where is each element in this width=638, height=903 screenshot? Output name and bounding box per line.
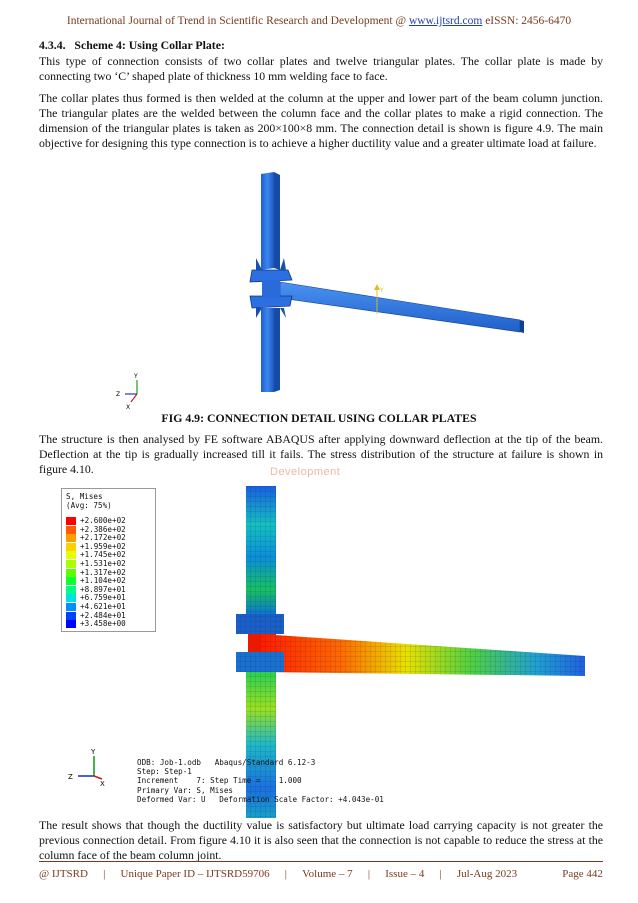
lower-column <box>261 308 274 392</box>
footer-paper-id: Unique Paper ID – IJTSRD59706 <box>120 868 270 880</box>
legend-swatch <box>66 620 76 628</box>
legend-value: +3.458e+00 <box>80 619 126 629</box>
paragraph-4: The result shows that though the ductility value is satisfactory but ultimate load carrying capacity is not greater the previous connection detail. From figure 4.10 it is also seen that the connection is not capable to reduce the stress at the column face of the beam column joint. <box>39 818 603 862</box>
triad-x: X <box>126 404 131 410</box>
legend-swatch <box>66 612 76 620</box>
odb-line: ODB: Job-1.odb Abaqus/Standard 6.12-3 <box>137 758 316 767</box>
footer-volume: Volume – 7 <box>302 868 353 880</box>
section-number: 4.3.4. <box>39 38 66 52</box>
axis-triad-2-icon <box>64 746 108 786</box>
svg-text:Y: Y <box>380 287 384 294</box>
legend-swatch <box>66 534 76 542</box>
legend-row <box>66 620 154 628</box>
legend-swatch <box>66 586 76 594</box>
odb-line: Increment 7: Step Time = 1.000 <box>137 776 302 786</box>
legend-value: +2.600e+02 <box>80 516 126 525</box>
paragraph-3: The structure is then analysed by FE software ABAQUS after applying downward deflection at the tip of the beam. Deflection at the tip is gradually increased till it fails. The stress distribution of the structure at failure is shown in figure 4.10. <box>39 432 603 476</box>
legend-swatch <box>66 543 76 551</box>
upper-column <box>261 172 274 270</box>
axis-triad-icon <box>116 373 138 410</box>
bottom-content <box>39 818 603 870</box>
paragraph-2: The collar plates thus formed is then welded at the column at the upper and lower part of the beam column junction. The triangular plates are the welded between the column face and the collar plates to make a rigid connection. The dimension of the triangular plates is taken as 200×100×8 mm. The connection detail is shown is figure 4.9. The main objective for designing this type connection is to achieve a higher ductility value and a greater ultimate load at failure. <box>39 91 603 150</box>
section-heading <box>39 38 603 53</box>
journal-header <box>0 15 638 27</box>
journal-link[interactable]: www.ijtsrd.com <box>408 15 483 27</box>
page-footer: @ IJTSRD | Unique Paper ID – IJTSRD59706 | Volume – 7 | Issue – 4 | Jul-Aug 2023 Page 442 <box>39 868 603 880</box>
legend-value: +1.531e+02 <box>80 559 126 568</box>
svg-text:Z: Z <box>68 773 73 781</box>
triad-y: Y <box>134 373 138 380</box>
svg-text:X: X <box>100 780 105 786</box>
beam <box>280 282 520 332</box>
odb-info-block <box>137 758 384 804</box>
footer-date: Jul-Aug 2023 <box>456 868 518 880</box>
footer-page: Page 442 <box>562 868 603 880</box>
legend-value: +2.484e+01 <box>80 610 126 620</box>
odb-line: Step: Step-1 <box>137 767 192 777</box>
watermark-text: Development <box>270 466 341 478</box>
legend-value: +1.745e+02 <box>80 550 126 560</box>
stress-legend <box>61 488 156 632</box>
header-suffix: eISSN: 2456-6470 <box>482 15 572 27</box>
footer-issue: Issue – 4 <box>385 868 425 880</box>
footer-divider <box>39 861 603 862</box>
legend-value: +4.621e+01 <box>80 602 126 611</box>
footer-journal: @ IJTSRD <box>39 868 88 880</box>
legend-swatch <box>66 551 76 559</box>
legend-value: +2.386e+02 <box>80 524 126 534</box>
legend-swatch <box>66 577 76 585</box>
legend-value: +1.104e+02 <box>80 576 126 586</box>
odb-line: Primary Var: S, Mises <box>137 785 234 795</box>
legend-swatch <box>66 569 76 577</box>
legend-value: +1.317e+02 <box>80 567 126 577</box>
legend-swatch <box>66 526 76 534</box>
legend-swatch <box>66 517 76 525</box>
legend-swatch <box>66 560 76 568</box>
legend-swatch <box>66 594 76 602</box>
svg-text:Y: Y <box>91 748 96 756</box>
legend-value: +2.172e+02 <box>80 533 126 543</box>
figure-4-9-caption: FIG 4.9: CONNECTION DETAIL USING COLLAR PLATES <box>161 411 477 425</box>
legend-value: +8.897e+01 <box>80 584 126 594</box>
odb-line: Deformed Var: U Deformation Scale Factor: +4.043e-01 <box>137 794 384 804</box>
legend-value: +1.959e+02 <box>80 541 126 551</box>
legend-value: +6.759e+01 <box>80 593 126 603</box>
figure-connection-model <box>100 170 620 410</box>
section-title: Scheme 4: Using Collar Plate: <box>74 38 225 52</box>
legend-swatch <box>66 603 76 611</box>
header-prefix: International Journal of Trend in Scientific Research and Development @ <box>66 15 409 27</box>
main-content <box>39 38 603 158</box>
legend-title: S, Mises (Avg: 75%) <box>66 492 112 510</box>
triad-z: Z <box>116 391 121 398</box>
paragraph-1: This type of connection consists of two collar plates and twelve triangular plates. The collar plate is made by connecting two ‘C’ shaped plate of thickness 10 mm welding face to face. <box>39 54 603 83</box>
